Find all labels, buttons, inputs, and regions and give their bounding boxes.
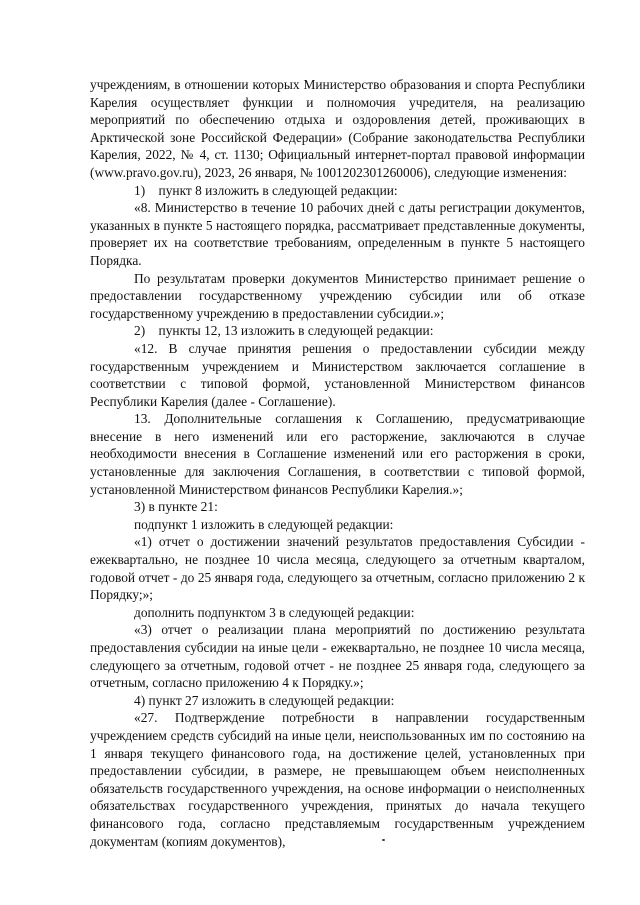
paragraph-subclause-1: «1) отчет о достижении значений результатов предоставления Субсидии - ежеквартально, не позднее 10 числа месяца, следующего за отчетным кварталом, годовой отчет - до 25 января года, следующего за отчетным, согласно приложению 2 к Порядку;»; [90, 534, 585, 603]
paragraph-clause-13: 13. Дополнительные соглашения к Соглашению, предусматривающие внесение в него изменений или его расторжение, заключаются в случае необходимости внесения в Соглашение изменений или его расторжения в сроки, установленные для заключения Соглашения, в соответствии с типовой формой, установленной Министерством финансов Республики Карелия.»; [90, 411, 585, 497]
paragraph-clause-8: «8. Министерство в течение 10 рабочих дней с даты регистрации документов, указанных в пункте 5 настоящего порядка, рассматривает представленные документы, проверяет их на соответствие требованиям, определенным в пункте 5 настоящего Порядка. [90, 200, 585, 268]
paragraph-clause-8-decision: По результатам проверки документов Министерство принимает решение о предоставлении государственному учреждению субсидии или об отказе государственному учреждению в предоставлении субсидии.»; [90, 270, 585, 321]
paragraph-clause-27: «27. Подтверждение потребности в направлении государственным учреждением средств субсидий на иные цели, неиспользованных им по состоянию на 1 января текущего финансового года, на достижение целей, установленных при предоставлении субсидии, в размере, не превышающем объем неисполненных обязательств государственного учреждения, на основе информации о неисполненных обязательствах государственного учреждения, принятых до начала текущего финансового года, согласно представляемым государственным учреждением документам (копиям документов), [90, 710, 585, 849]
list-item-4: 4) пункт 27 изложить в следующей редакции: [134, 692, 395, 708]
scan-speck [382, 839, 385, 841]
paragraph-intro: учреждениям, в отношении которых Министерство образования и спорта Республики Карелия осуществляет функции и полномочия учредителя, на реализацию мероприятий по обеспечению отдыха и оздоровления детей, проживающих в Арктической зоне Российской Федерации» (Собрание законодательства Республики Карелия, 2022, № 4, ст. 1130; Официальный интернет-портал правовой информации (www.pravo.gov.ru), 2023, 26 января, № 1001202301260006), следующие изменения: [90, 77, 585, 180]
paragraph-subclause-3: «3) отчет о реализации плана мероприятий по достижению результата предоставления субсидии на иные цели - ежеквартально, не позднее 10 числа месяца, следующего за отчетным, годовой отчет - не позднее 25 января года, следующего за отчетным, согласно приложению 4 к Порядку.»; [90, 622, 585, 691]
list-item-1: 1) пункт 8 изложить в следующей редакции: [134, 182, 398, 198]
document-page [90, 76, 585, 850]
paragraph-subclause-1-intro: подпункт 1 изложить в следующей редакции: [134, 516, 394, 532]
paragraph-subclause-3-intro: дополнить подпунктом 3 в следующей редакции: [134, 604, 415, 620]
paragraph-clause-12: «12. В случае принятия решения о предоставлении субсидии между государственным учреждением и Министерством заключается соглашение в соответствии с типовой формой, установленной Министерством финансов Республики Карелия (далее - Соглашение). [90, 340, 585, 409]
list-item-2: 2) пункты 12, 13 изложить в следующей редакции: [134, 323, 434, 339]
list-item-3: 3) в пункте 21: [134, 499, 218, 515]
